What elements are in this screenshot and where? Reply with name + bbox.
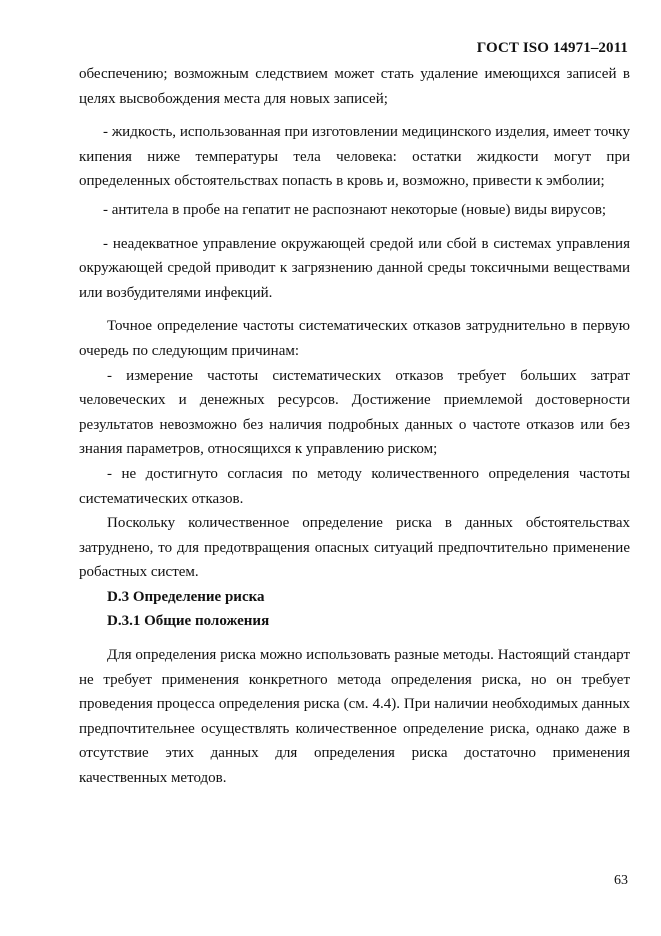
paragraph-risk-methods: Для определения риска можно использовать разные методы. Настоящий стандарт не требует применения конкретного метода определения риска, но он требует проведения процесса определения риска (см. 4.4). При наличии необходимых данных предпочтительнее осуществлять количественное определение риска, однако даже в отсутствие этих данных для определения риска достаточно применения качественных методов. bbox=[79, 647, 630, 787]
section-heading-d3-1: D.3.1 Общие положения bbox=[107, 613, 270, 630]
paragraph-list-item-environment: - неадекватное управление окружающей средой или сбой в системах управления окружающей средой приводит к загрязнению данной среды токсичными веществами или возбудителями инфекций. bbox=[79, 235, 630, 301]
paragraph-list-item-antibodies: - антитела в пробе на гепатит не распознают некоторые (новые) виды вирусов; bbox=[103, 201, 607, 218]
paragraph-systematic-failures: Точное определение частоты систематических отказов затруднительно в первую очередь по следующим причинам: bbox=[79, 318, 630, 359]
document-body bbox=[79, 62, 630, 791]
section-heading-d3: D.3 Определение риска bbox=[107, 588, 265, 605]
document-header-code: ГОСТ ISO 14971–2011 bbox=[476, 40, 628, 56]
paragraph-list-item-no-consensus: - не достигнуто согласия по методу количественного определения частоты систематических отказов. bbox=[79, 465, 630, 507]
paragraph-continuation: обеспечению; возможным следствием может стать удаление имеющихся записей в целях высвобождения места для новых записей; bbox=[79, 66, 630, 107]
page-number: 63 bbox=[614, 873, 628, 888]
paragraph-list-item-measurement: - измерение частоты систематических отказов требует больших затрат человеческих и денежных ресурсов. Достижение приемлемой достоверности результатов невозможно без наличия подробных данных о частоте отказов или без знания параметров, относящихся к управлению риском; bbox=[79, 367, 630, 458]
paragraph-list-item-liquid: - жидкость, использованная при изготовлении медицинского изделия, имеет точку кипения ниже температуры тела человека: остатки жидкости могут при определенных обстоятельствах попасть в кровь и, возможно, привести к эмболии; bbox=[79, 124, 630, 190]
paragraph-robust-systems: Поскольку количественное определение риска в данных обстоятельствах затруднено, то для предотвращения опасных ситуаций предпочтительно применение робастных систем. bbox=[79, 515, 630, 581]
